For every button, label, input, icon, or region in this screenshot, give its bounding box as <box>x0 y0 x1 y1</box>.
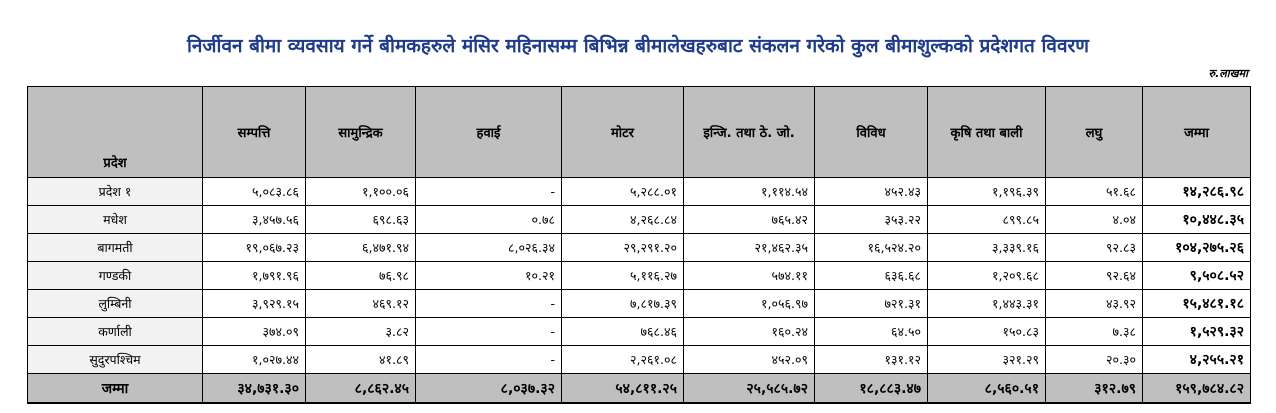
cell-province: जम्मा <box>28 374 203 404</box>
total-row <box>28 374 1251 404</box>
cell-agriculture: ३२१.२९ <box>928 346 1046 374</box>
header-property: सम्पत्ति <box>203 87 306 178</box>
cell-motor: ५४,८११.२५ <box>562 374 684 404</box>
cell-aviation: - <box>416 346 562 374</box>
cell-province: बागमती <box>28 234 203 262</box>
cell-motor: ७,८१७.३९ <box>562 290 684 318</box>
cell-total: १५,४८१.१८ <box>1143 290 1251 318</box>
cell-property: १९,०६७.२३ <box>203 234 306 262</box>
cell-marine: ६९८.६३ <box>306 206 416 234</box>
cell-agriculture: ३,३३९.१६ <box>928 234 1046 262</box>
cell-property: १,०२७.४४ <box>203 346 306 374</box>
cell-motor: २,२६१.०८ <box>562 346 684 374</box>
cell-micro: ९२.६४ <box>1046 262 1143 290</box>
cell-engineering: १,०५६.९७ <box>684 290 815 318</box>
cell-miscellaneous: १८,८८३.४७ <box>815 374 928 404</box>
cell-total: १,५२९.३२ <box>1143 318 1251 346</box>
cell-agriculture: १५०.८३ <box>928 318 1046 346</box>
cell-total: १४,२८६.९८ <box>1143 178 1251 206</box>
cell-marine: ४१.८९ <box>306 346 416 374</box>
cell-aviation: ०.७८ <box>416 206 562 234</box>
cell-aviation: - <box>416 178 562 206</box>
cell-agriculture: १,२०९.६८ <box>928 262 1046 290</box>
cell-miscellaneous: १६,५२४.२० <box>815 234 928 262</box>
cell-engineering: ५७४.११ <box>684 262 815 290</box>
cell-engineering: ४५२.०९ <box>684 346 815 374</box>
cell-property: ३४,७३१.३० <box>203 374 306 404</box>
premium-table <box>27 86 1251 404</box>
cell-marine: १,१००.०६ <box>306 178 416 206</box>
cell-miscellaneous: ६३६.६८ <box>815 262 928 290</box>
header-aviation: हवाई <box>416 87 562 178</box>
table-row <box>28 262 1251 290</box>
cell-total: १०,४४८.३५ <box>1143 206 1251 234</box>
header-province: प्रदेश <box>28 87 203 178</box>
cell-total: ९,५०८.५२ <box>1143 262 1251 290</box>
cell-marine: ८,८६२.४५ <box>306 374 416 404</box>
cell-total: १५९,७८४.८२ <box>1143 374 1251 404</box>
table-row <box>28 234 1251 262</box>
cell-motor: ५,२८८.०१ <box>562 178 684 206</box>
cell-motor: ४,२६८.८४ <box>562 206 684 234</box>
header-total: जम्मा <box>1143 87 1251 178</box>
cell-engineering: २५,५८५.७२ <box>684 374 815 404</box>
cell-province: गण्डकी <box>28 262 203 290</box>
cell-aviation: ८,०२६.३४ <box>416 234 562 262</box>
cell-micro: ४.०४ <box>1046 206 1143 234</box>
cell-miscellaneous: ४५२.४३ <box>815 178 928 206</box>
cell-total: ४,२५५.२१ <box>1143 346 1251 374</box>
header-motor: मोटर <box>562 87 684 178</box>
cell-motor: २९,२९१.२० <box>562 234 684 262</box>
cell-province: सुदुरपश्चिम <box>28 346 203 374</box>
cell-marine: ४६९.१२ <box>306 290 416 318</box>
cell-property: ३७४.०९ <box>203 318 306 346</box>
cell-agriculture: १,१९६.३९ <box>928 178 1046 206</box>
cell-aviation: ८,०३७.३२ <box>416 374 562 404</box>
cell-motor: ५,११६.२७ <box>562 262 684 290</box>
cell-micro: ९२.८३ <box>1046 234 1143 262</box>
cell-micro: ३१२.७९ <box>1046 374 1143 404</box>
page-title: निर्जीवन बीमा व्यवसाय गर्ने बीमकहरुले मंसिर महिनासम्म बिभिन्न बीमालेखहरुबाट संकलन गरेको कुल बीमाशुल्कको प्रदेशगत विवरण <box>186 35 1090 57</box>
cell-micro: ७.३८ <box>1046 318 1143 346</box>
cell-motor: ७६८.४६ <box>562 318 684 346</box>
cell-province: प्रदेश १ <box>28 178 203 206</box>
cell-miscellaneous: १३१.१२ <box>815 346 928 374</box>
cell-marine: ३.८२ <box>306 318 416 346</box>
cell-engineering: २१,४६२.३५ <box>684 234 815 262</box>
table-row <box>28 346 1251 374</box>
cell-miscellaneous: ६४.५० <box>815 318 928 346</box>
cell-micro: ५१.६८ <box>1046 178 1143 206</box>
header-row <box>28 87 1251 178</box>
cell-aviation: - <box>416 290 562 318</box>
cell-property: ५,०८३.८६ <box>203 178 306 206</box>
table-row <box>28 318 1251 346</box>
cell-engineering: १६०.२४ <box>684 318 815 346</box>
cell-agriculture: १,४४३.३१ <box>928 290 1046 318</box>
unit-label: रु.लाखमा <box>1208 67 1248 80</box>
cell-aviation: - <box>416 318 562 346</box>
header-engineering: इन्जि. तथा ठे. जो. <box>684 87 815 178</box>
cell-province: लुम्बिनी <box>28 290 203 318</box>
cell-micro: ४३.९२ <box>1046 290 1143 318</box>
cell-marine: ७६.९८ <box>306 262 416 290</box>
cell-total: १०४,२७५.२६ <box>1143 234 1251 262</box>
header-marine: सामुन्द्रिक <box>306 87 416 178</box>
table-row <box>28 290 1251 318</box>
cell-miscellaneous: ३५३.२२ <box>815 206 928 234</box>
cell-property: ३,४५७.५६ <box>203 206 306 234</box>
cell-engineering: ७६५.४२ <box>684 206 815 234</box>
cell-property: ३,९२९.१५ <box>203 290 306 318</box>
cell-aviation: १०.२१ <box>416 262 562 290</box>
cell-province: मधेश <box>28 206 203 234</box>
cell-miscellaneous: ७२१.३१ <box>815 290 928 318</box>
cell-engineering: १,११४.५४ <box>684 178 815 206</box>
header-micro: लघु <box>1046 87 1143 178</box>
cell-agriculture: ८९९.८५ <box>928 206 1046 234</box>
cell-property: १,७९१.९६ <box>203 262 306 290</box>
table-row <box>28 178 1251 206</box>
cell-micro: २०.३० <box>1046 346 1143 374</box>
cell-marine: ६,४७१.९४ <box>306 234 416 262</box>
header-miscellaneous: विविध <box>815 87 928 178</box>
cell-province: कर्णाली <box>28 318 203 346</box>
header-agriculture: कृषि तथा बाली <box>928 87 1046 178</box>
table-row <box>28 206 1251 234</box>
cell-agriculture: ८,५६०.५१ <box>928 374 1046 404</box>
